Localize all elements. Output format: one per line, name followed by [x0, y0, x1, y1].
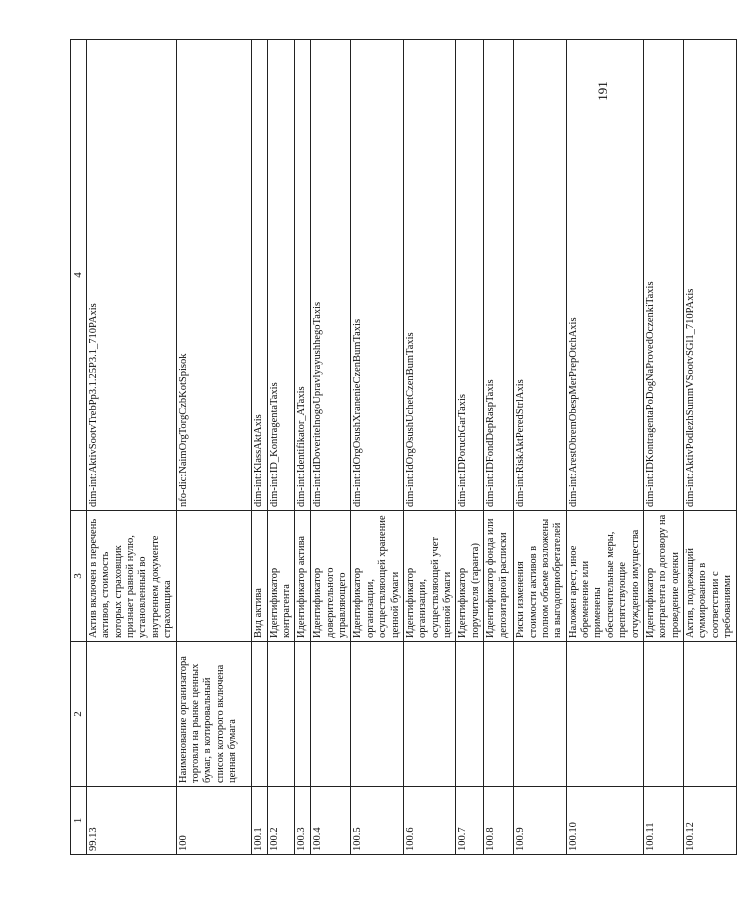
indicator-name-cell	[403, 642, 456, 787]
table-row	[311, 40, 351, 855]
description-cell: Идентификатор доверительного управляющего	[311, 511, 351, 642]
table-body	[86, 40, 736, 855]
indicator-name-cell	[295, 642, 311, 787]
table-row	[514, 40, 567, 855]
row-number-cell: 100.3	[295, 787, 311, 855]
code-cell: dim-int:AktivSootvTrebPp3.1.25P3.1_710PAxis	[86, 40, 176, 511]
row-number-cell: 100.9	[514, 787, 567, 855]
row-number-cell: 100.8	[484, 787, 514, 855]
row-number-cell: 100.2	[267, 787, 295, 855]
header-row	[71, 40, 87, 855]
indicator-name-cell	[251, 642, 267, 787]
indicator-name-cell	[86, 642, 176, 787]
indicator-name-cell	[351, 642, 404, 787]
row-number-cell: 100.7	[456, 787, 484, 855]
page-number: 191	[595, 81, 610, 101]
description-cell: Риски изменения стоимости активов в полном объеме возложены на выгодоприобретателей	[514, 511, 567, 642]
row-number-cell: 99.13	[86, 787, 176, 855]
description-cell: Идентификатор контрагента по договору на проведение оценки	[643, 511, 683, 642]
data-table	[70, 39, 737, 855]
column-header: 3	[71, 511, 87, 642]
table-row	[267, 40, 295, 855]
row-number-cell: 100.1	[251, 787, 267, 855]
code-cell: dim-int:KlassAktAxis	[251, 40, 267, 511]
description-cell: Вид актива	[251, 511, 267, 642]
description-cell: Идентификатор фонда или депозитарной расписки	[484, 511, 514, 642]
indicator-name-cell	[643, 642, 683, 787]
description-cell: Наложен арест, иное обременение или применены обеспечительные меры, препятствующие отчуждению имущества	[566, 511, 643, 642]
table-row	[484, 40, 514, 855]
indicator-name-cell	[684, 642, 737, 787]
row-number-cell: 100.6	[403, 787, 456, 855]
code-cell: dim-int:IDKontragentaPoDogNaProvedOczenkiTaxis	[643, 40, 683, 511]
indicator-name-cell	[456, 642, 484, 787]
row-number-cell: 100.10	[566, 787, 643, 855]
description-cell	[176, 511, 251, 642]
column-header: 1	[71, 787, 87, 855]
table-row	[351, 40, 404, 855]
table-row	[643, 40, 683, 855]
table-row	[456, 40, 484, 855]
description-cell: Идентификатор актива	[295, 511, 311, 642]
description-cell: Актив, подлежащий суммированию в соответствии с требованиями	[684, 511, 737, 642]
code-cell: dim-int:IDPoruchGarTaxis	[456, 40, 484, 511]
code-cell: dim-int:IdDoveritelnogoUpravlyayushhegoTaxis	[311, 40, 351, 511]
table-row	[403, 40, 456, 855]
row-number-cell: 100	[176, 787, 251, 855]
row-number-cell: 100.5	[351, 787, 404, 855]
code-cell: dim-int:Identifikator_ATaxis	[295, 40, 311, 511]
table-row	[86, 40, 176, 855]
description-cell: Идентификатор организации, осуществляющей хранение ценной бумаги	[351, 511, 404, 642]
table-row	[566, 40, 643, 855]
code-cell: dim-int:RiskAktPeredStrlAxis	[514, 40, 567, 511]
column-header: 2	[71, 642, 87, 787]
indicator-name-cell	[566, 642, 643, 787]
description-cell: Идентификатор контрагента	[267, 511, 295, 642]
code-cell: dim-int:IDFondDepRaspTaxis	[484, 40, 514, 511]
indicator-name-cell	[514, 642, 567, 787]
code-cell: dim-int:ID_KontragentaTaxis	[267, 40, 295, 511]
code-cell: nfo-dic:NaimOrgTorgCzbKotSpisok	[176, 40, 251, 511]
table-row	[295, 40, 311, 855]
table-row	[176, 40, 251, 855]
table-row	[251, 40, 267, 855]
code-cell: dim-int:AktivPodlezhSummVSootvSGl1_710PAxis	[684, 40, 737, 511]
indicator-name-cell	[311, 642, 351, 787]
code-cell: dim-int:IdOrgOsushUchetCzenBumTaxis	[403, 40, 456, 511]
row-number-cell: 100.12	[684, 787, 737, 855]
row-number-cell: 100.11	[643, 787, 683, 855]
row-number-cell: 100.4	[311, 787, 351, 855]
code-cell: dim-int:IdOrgOsushXranenieCzenBumTaxis	[351, 40, 404, 511]
indicator-name-cell	[267, 642, 295, 787]
code-cell: dim-int:ArestObremObespMerPrepOtchAxis	[566, 40, 643, 511]
description-cell: Идентификатор организации, осуществляющей учет ценной бумаги	[403, 511, 456, 642]
table-row	[684, 40, 737, 855]
description-cell: Актив включен в перечень активов, стоимость которых страховщик признает равной нулю, установленный во внутреннем документе страховщика	[86, 511, 176, 642]
indicator-name-cell	[484, 642, 514, 787]
column-header: 4	[71, 40, 87, 511]
description-cell: Идентификатор поручителя (гаранта)	[456, 511, 484, 642]
indicator-name-cell: Наименование организатора торговли на рынке ценных бумаг, в котировальный список которого включена ценная бумага	[176, 642, 251, 787]
